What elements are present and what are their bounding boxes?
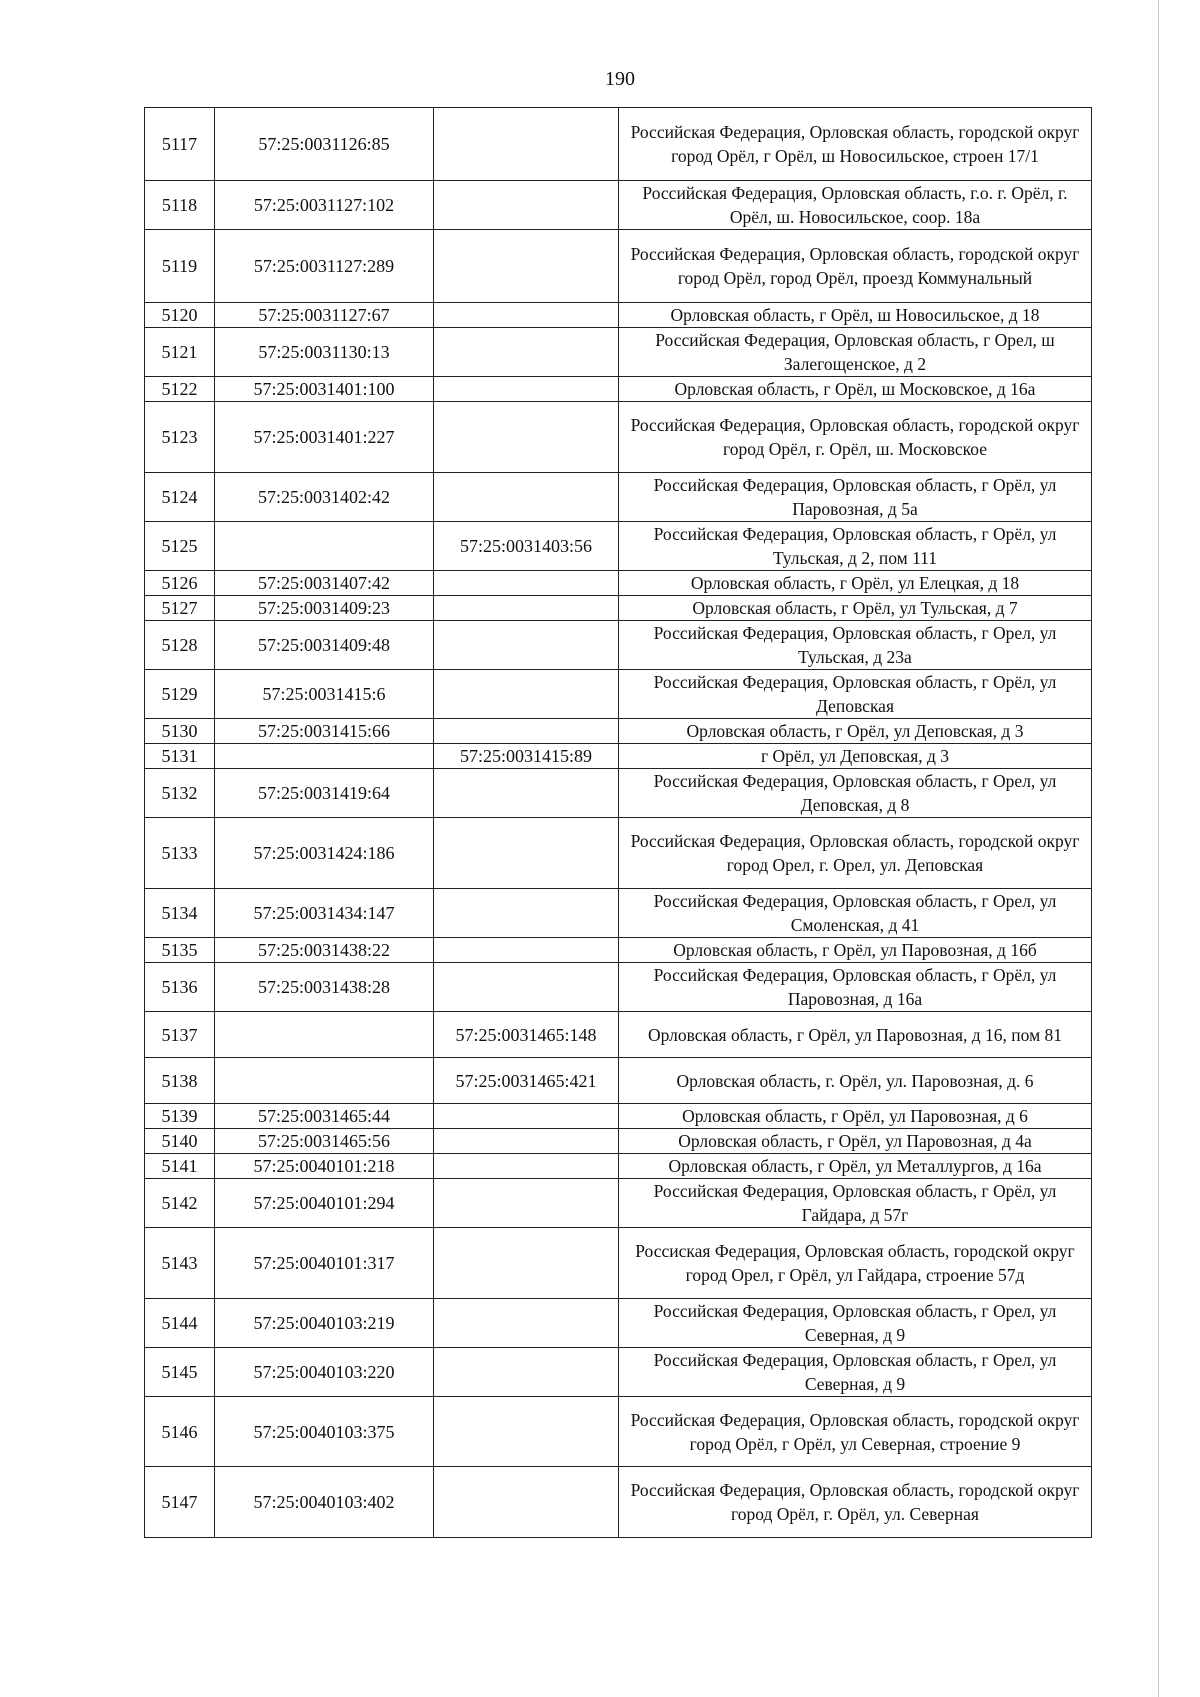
row-number-cell: 5120 — [145, 303, 215, 328]
table-row — [145, 1397, 1092, 1467]
room-cadastral-number-cell — [434, 1299, 619, 1348]
cadastral-number-cell: 57:25:0040101:317 — [215, 1228, 434, 1299]
row-number-cell: 5136 — [145, 963, 215, 1012]
cadastral-number-cell: 57:25:0031126:85 — [215, 108, 434, 181]
row-number-cell: 5122 — [145, 377, 215, 402]
room-cadastral-number-cell — [434, 1467, 619, 1538]
table-row — [145, 1012, 1092, 1058]
table-row — [145, 1058, 1092, 1104]
room-cadastral-number-cell — [434, 108, 619, 181]
address-cell: Орловская область, г Орёл, ул Паровозная, д 6 — [619, 1104, 1092, 1129]
address-cell: Российская Федерация, Орловская область, г Орёл, ул Паровозная, д 16а — [619, 963, 1092, 1012]
table-row — [145, 938, 1092, 963]
cadastral-number-cell: 57:25:0031465:44 — [215, 1104, 434, 1129]
cadastral-number-cell: 57:25:0031424:186 — [215, 818, 434, 889]
address-cell: Российская Федерация, Орловская область, городской округ город Орёл, г Орёл, ул Северная, строение 9 — [619, 1397, 1092, 1467]
room-cadastral-number-cell — [434, 621, 619, 670]
address-cell: Российская Федерация, Орловская область, г Орёл, ул Тульская, д 2, пом 111 — [619, 522, 1092, 571]
table-row — [145, 621, 1092, 670]
address-cell: Российская Федерация, Орловская область, г Орел, ул Северная, д 9 — [619, 1348, 1092, 1397]
table-row — [145, 473, 1092, 522]
room-cadastral-number-cell — [434, 769, 619, 818]
table-row — [145, 1154, 1092, 1179]
row-number-cell: 5147 — [145, 1467, 215, 1538]
row-number-cell: 5117 — [145, 108, 215, 181]
address-cell: Российская Федерация, Орловская область, г Орёл, ул Деповская — [619, 670, 1092, 719]
room-cadastral-number-cell: 57:25:0031403:56 — [434, 522, 619, 571]
address-cell: Российская Федерация, Орловская область, г Орел, ул Северная, д 9 — [619, 1299, 1092, 1348]
table-row — [145, 670, 1092, 719]
cadastral-number-cell: 57:25:0040101:218 — [215, 1154, 434, 1179]
row-number-cell: 5130 — [145, 719, 215, 744]
address-cell: Орловская область, г Орёл, ул Паровозная, д 16, пом 81 — [619, 1012, 1092, 1058]
table-row — [145, 571, 1092, 596]
cadastral-number-cell: 57:25:0031419:64 — [215, 769, 434, 818]
cadastral-number-cell: 57:25:0031438:28 — [215, 963, 434, 1012]
room-cadastral-number-cell — [434, 181, 619, 230]
address-cell: Российская Федерация, Орловская область, городской округ город Орел, г. Орел, ул. Деповская — [619, 818, 1092, 889]
row-number-cell: 5124 — [145, 473, 215, 522]
address-cell: Орловская область, г Орёл, ш Московское, д 16а — [619, 377, 1092, 402]
address-cell: Российская Федерация, Орловская область, г Орел, ул Деповская, д 8 — [619, 769, 1092, 818]
table-row — [145, 522, 1092, 571]
cadastral-number-cell: 57:25:0031438:22 — [215, 938, 434, 963]
table-row — [145, 1228, 1092, 1299]
row-number-cell: 5121 — [145, 328, 215, 377]
cadastral-number-cell: 57:25:0031401:100 — [215, 377, 434, 402]
row-number-cell: 5131 — [145, 744, 215, 769]
cadastral-number-cell — [215, 1058, 434, 1104]
address-cell: Орловская область, г. Орёл, ул. Паровозная, д. 6 — [619, 1058, 1092, 1104]
row-number-cell: 5118 — [145, 181, 215, 230]
room-cadastral-number-cell — [434, 402, 619, 473]
row-number-cell: 5135 — [145, 938, 215, 963]
table-row — [145, 889, 1092, 938]
room-cadastral-number-cell — [434, 1104, 619, 1129]
table-row — [145, 328, 1092, 377]
cadastral-number-cell: 57:25:0031130:13 — [215, 328, 434, 377]
room-cadastral-number-cell — [434, 1397, 619, 1467]
room-cadastral-number-cell — [434, 303, 619, 328]
table-row — [145, 1348, 1092, 1397]
cadastral-number-cell: 57:25:0031415:6 — [215, 670, 434, 719]
cadastral-number-cell: 57:25:0040101:294 — [215, 1179, 434, 1228]
address-cell: Российская Федерация, Орловская область, городской округ город Орёл, город Орёл, проезд Коммунальный — [619, 230, 1092, 303]
cadastral-number-cell: 57:25:0040103:219 — [215, 1299, 434, 1348]
cadastral-number-cell — [215, 522, 434, 571]
cadastral-number-cell: 57:25:0031465:56 — [215, 1129, 434, 1154]
room-cadastral-number-cell — [434, 1129, 619, 1154]
room-cadastral-number-cell — [434, 377, 619, 402]
cadastral-number-cell: 57:25:0040103:402 — [215, 1467, 434, 1538]
room-cadastral-number-cell: 57:25:0031465:421 — [434, 1058, 619, 1104]
cadastral-number-cell: 57:25:0031415:66 — [215, 719, 434, 744]
cadastral-number-cell: 57:25:0040103:375 — [215, 1397, 434, 1467]
room-cadastral-number-cell — [434, 670, 619, 719]
registry-table-body — [145, 108, 1092, 1538]
cadastral-number-cell: 57:25:0031434:147 — [215, 889, 434, 938]
address-cell: Орловская область, г Орёл, ул Елецкая, д 18 — [619, 571, 1092, 596]
table-row — [145, 1179, 1092, 1228]
table-row — [145, 181, 1092, 230]
cadastral-number-cell: 57:25:0031127:67 — [215, 303, 434, 328]
address-cell: Российская Федерация, Орловская область, г Орел, ш Залегощенское, д 2 — [619, 328, 1092, 377]
cadastral-number-cell: 57:25:0031127:289 — [215, 230, 434, 303]
row-number-cell: 5138 — [145, 1058, 215, 1104]
row-number-cell: 5134 — [145, 889, 215, 938]
room-cadastral-number-cell — [434, 818, 619, 889]
row-number-cell: 5137 — [145, 1012, 215, 1058]
room-cadastral-number-cell — [434, 473, 619, 522]
room-cadastral-number-cell — [434, 230, 619, 303]
row-number-cell: 5128 — [145, 621, 215, 670]
room-cadastral-number-cell — [434, 596, 619, 621]
room-cadastral-number-cell — [434, 1348, 619, 1397]
room-cadastral-number-cell — [434, 328, 619, 377]
row-number-cell: 5129 — [145, 670, 215, 719]
address-cell: Российская Федерация, Орловская область, г Орёл, ул Паровозная, д 5а — [619, 473, 1092, 522]
row-number-cell: 5144 — [145, 1299, 215, 1348]
room-cadastral-number-cell — [434, 1179, 619, 1228]
address-cell: Орловская область, г Орёл, ул Паровозная, д 4а — [619, 1129, 1092, 1154]
room-cadastral-number-cell — [434, 1154, 619, 1179]
cadastral-number-cell — [215, 744, 434, 769]
table-row — [145, 303, 1092, 328]
row-number-cell: 5133 — [145, 818, 215, 889]
cadastral-number-cell: 57:25:0031401:227 — [215, 402, 434, 473]
table-row — [145, 1104, 1092, 1129]
room-cadastral-number-cell — [434, 719, 619, 744]
row-number-cell: 5125 — [145, 522, 215, 571]
address-cell: Российская Федерация, Орловская область, городской округ город Орёл, г. Орёл, ул. Северная — [619, 1467, 1092, 1538]
address-cell: Российская Федерация, Орловская область, г Орел, ул Тульская, д 23а — [619, 621, 1092, 670]
table-row — [145, 818, 1092, 889]
row-number-cell: 5141 — [145, 1154, 215, 1179]
address-cell: Российская Федерация, Орловская область, г Орел, ул Смоленская, д 41 — [619, 889, 1092, 938]
table-row — [145, 377, 1092, 402]
address-cell: Орловская область, г Орёл, ул Паровозная, д 16б — [619, 938, 1092, 963]
cadastral-number-cell: 57:25:0031409:48 — [215, 621, 434, 670]
table-row — [145, 1299, 1092, 1348]
table-row — [145, 769, 1092, 818]
row-number-cell: 5123 — [145, 402, 215, 473]
row-number-cell: 5142 — [145, 1179, 215, 1228]
address-cell: Орловская область, г Орёл, ул Тульская, д 7 — [619, 596, 1092, 621]
table-row — [145, 1129, 1092, 1154]
room-cadastral-number-cell — [434, 938, 619, 963]
room-cadastral-number-cell — [434, 1228, 619, 1299]
room-cadastral-number-cell — [434, 571, 619, 596]
row-number-cell: 5127 — [145, 596, 215, 621]
address-cell: Орловская область, г Орёл, ул Деповская, д 3 — [619, 719, 1092, 744]
room-cadastral-number-cell — [434, 963, 619, 1012]
address-cell: г Орёл, ул Деповская, д 3 — [619, 744, 1092, 769]
table-row — [145, 1467, 1092, 1538]
address-cell: Российская Федерация, Орловская область, городской округ город Орёл, г Орёл, ш Новосильское, строен 17/1 — [619, 108, 1092, 181]
room-cadastral-number-cell — [434, 889, 619, 938]
table-row — [145, 108, 1092, 181]
row-number-cell: 5140 — [145, 1129, 215, 1154]
page-number: 190 — [605, 68, 635, 90]
row-number-cell: 5132 — [145, 769, 215, 818]
row-number-cell: 5126 — [145, 571, 215, 596]
table-row — [145, 230, 1092, 303]
cadastral-number-cell: 57:25:0031402:42 — [215, 473, 434, 522]
cadastral-number-cell — [215, 1012, 434, 1058]
address-cell: Российская Федерация, Орловская область, г Орёл, ул Гайдара, д 57г — [619, 1179, 1092, 1228]
row-number-cell: 5143 — [145, 1228, 215, 1299]
page-edge-line — [1158, 0, 1159, 1697]
table-row — [145, 596, 1092, 621]
room-cadastral-number-cell: 57:25:0031415:89 — [434, 744, 619, 769]
row-number-cell: 5139 — [145, 1104, 215, 1129]
cadastral-number-cell: 57:25:0031127:102 — [215, 181, 434, 230]
address-cell: Россиская Федерация, Орловская область, городской округ город Орел, г Орёл, ул Гайдара, строение 57д — [619, 1228, 1092, 1299]
table-row — [145, 402, 1092, 473]
row-number-cell: 5145 — [145, 1348, 215, 1397]
address-cell: Орловская область, г Орёл, ш Новосильское, д 18 — [619, 303, 1092, 328]
cadastral-number-cell: 57:25:0031409:23 — [215, 596, 434, 621]
row-number-cell: 5119 — [145, 230, 215, 303]
cadastral-number-cell: 57:25:0040103:220 — [215, 1348, 434, 1397]
table-row — [145, 744, 1092, 769]
row-number-cell: 5146 — [145, 1397, 215, 1467]
room-cadastral-number-cell: 57:25:0031465:148 — [434, 1012, 619, 1058]
table-row — [145, 719, 1092, 744]
address-cell: Российская Федерация, Орловская область, г.о. г. Орёл, г. Орёл, ш. Новосильское, соор. 18а — [619, 181, 1092, 230]
table-row — [145, 963, 1092, 1012]
registry-table — [144, 107, 1092, 1538]
address-cell: Орловская область, г Орёл, ул Металлургов, д 16а — [619, 1154, 1092, 1179]
cadastral-number-cell: 57:25:0031407:42 — [215, 571, 434, 596]
address-cell: Российская Федерация, Орловская область, городской округ город Орёл, г. Орёл, ш. Московское — [619, 402, 1092, 473]
